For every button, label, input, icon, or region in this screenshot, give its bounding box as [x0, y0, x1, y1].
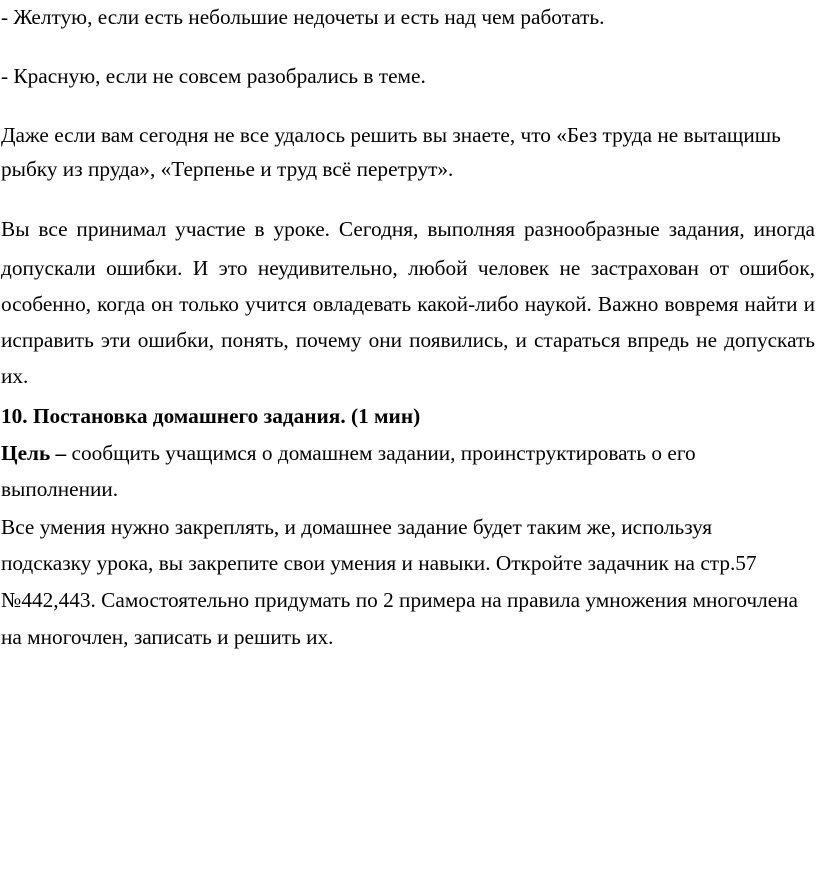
homework-line: Все умения нужно закреплять, и домашнее задание будет таким же, используя [1, 515, 713, 539]
goal-text: сообщить учащимся о домашнем задании, проинструктировать о его [66, 441, 696, 465]
goal-label: Цель – [1, 441, 67, 465]
paragraph-line: особенно, когда он только учится овладевать какой-либо наукой. Важно вовремя найти и [1, 292, 815, 316]
homework-line: №442,443. Самостоятельно придумать по 2 примера на правила умножения многочлена [1, 588, 798, 612]
paragraph-line: рыбку из пруда», «Терпенье и труд всё перетрут». [1, 157, 454, 181]
homework-line: подсказку урока, вы закрепите свои умения и навыки. Откройте задачник на стр.57 [1, 551, 757, 575]
paragraph-line: - Красную, если не совсем разобрались в теме. [1, 64, 426, 88]
goal-line [1, 440, 696, 466]
goal-text-continuation: выполнении. [1, 477, 119, 501]
section-heading: 10. Постановка домашнего задания. (1 мин) [1, 404, 421, 428]
paragraph-line: исправить эти ошибки, понять, почему они появились, и стараться впредь не допускать [1, 328, 815, 352]
paragraph-line: их. [1, 364, 29, 388]
paragraph-line: Вы все принимал участие в уроке. Сегодня, выполняя разнообразные задания, иногда [1, 217, 815, 241]
paragraph-line: Даже если вам сегодня не все удалось решить вы знаете, что «Без труда не вытащишь [1, 123, 781, 147]
paragraph-line: допускали ошибки. И это неудивительно, любой человек не застрахован от ошибок, [1, 256, 815, 280]
paragraph-line: - Желтую, если есть небольшие недочеты и есть над чем работать. [1, 5, 605, 29]
homework-line: на многочлен, записать и решить их. [1, 625, 334, 649]
